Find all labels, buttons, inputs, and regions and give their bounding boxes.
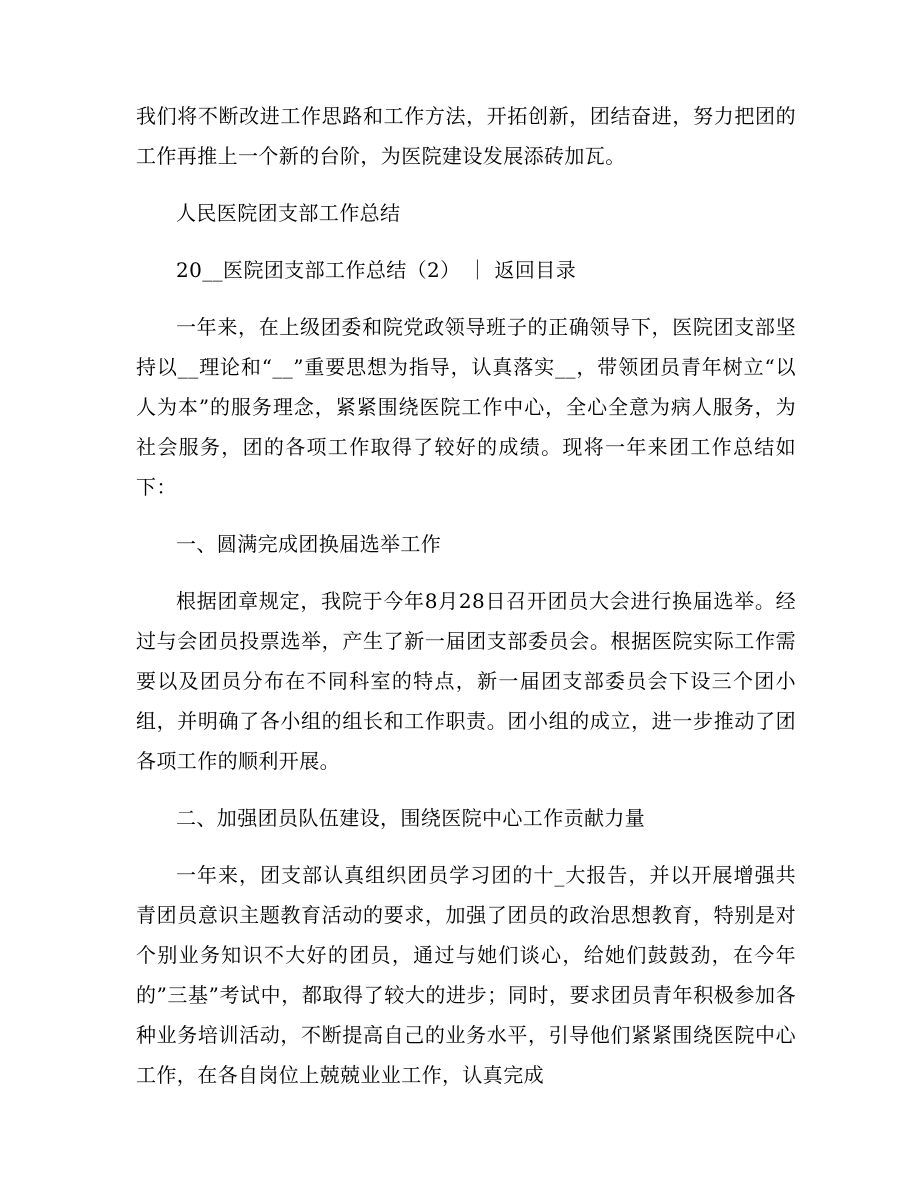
subtitle-text: 20__医院团支部工作总结（2） (176, 258, 461, 282)
back-to-toc-link[interactable]: ｜ 返回目录 (467, 258, 577, 282)
intro-paragraph: 一年来，在上级团委和院党政领导班子的正确领导下，医院团支部坚持以__理论和“__”重要思想为指导，认真落实__，带领团员青年树立“以人为本”的服务理念，紧紧围绕医院工作中心，全心全意为病人服务，为社会服务，团的各项工作取得了较好的成绩。现将一年来团工作总结如下： (136, 315, 796, 499)
subtitle-line (136, 250, 796, 290)
closing-paragraph: 我们将不断改进工作思路和工作方法，开拓创新，团结奋进，努力把团的工作再推上一个新的台阶，为医院建设发展添砖加瓦。 (136, 104, 796, 168)
team-building-paragraph: 一年来，团支部认真组织团员学习团的十_大报告，并以开展增强共青团员意识主题教育活动的要求，加强了团员的政治思想教育，特别是对个别业务知识不大好的团员，通过与她们谈心，给她们鼓鼓劲，在今年的”三基”考试中，都取得了较大的进步；同时，要求团员青年积极参加各种业务培训活动，不断提高自己的业务水平，引导他们紧紧围绕医院中心工作，在各自岗位上兢兢业业工作，认真完成 (136, 863, 796, 1087)
section-title: 人民医院团支部工作总结 (176, 201, 401, 225)
election-paragraph: 根据团章规定，我院于今年8月28日召开团员大会进行换届选举。经过与会团员投票选举，产生了新一届团支部委员会。根据医院实际工作需要以及团员分布在不同科室的特点，新一届团支部委员会下设三个团小组，并明确了各小组的组长和工作职责。团小组的成立，进一步推动了团各项工作的顺利开展。 (136, 589, 796, 773)
heading-one: 一、圆满完成团换届选举工作 (176, 532, 442, 556)
document-body (136, 96, 796, 1095)
heading-two: 二、加强团员队伍建设，围绕医院中心工作贡献力量 (176, 806, 646, 830)
